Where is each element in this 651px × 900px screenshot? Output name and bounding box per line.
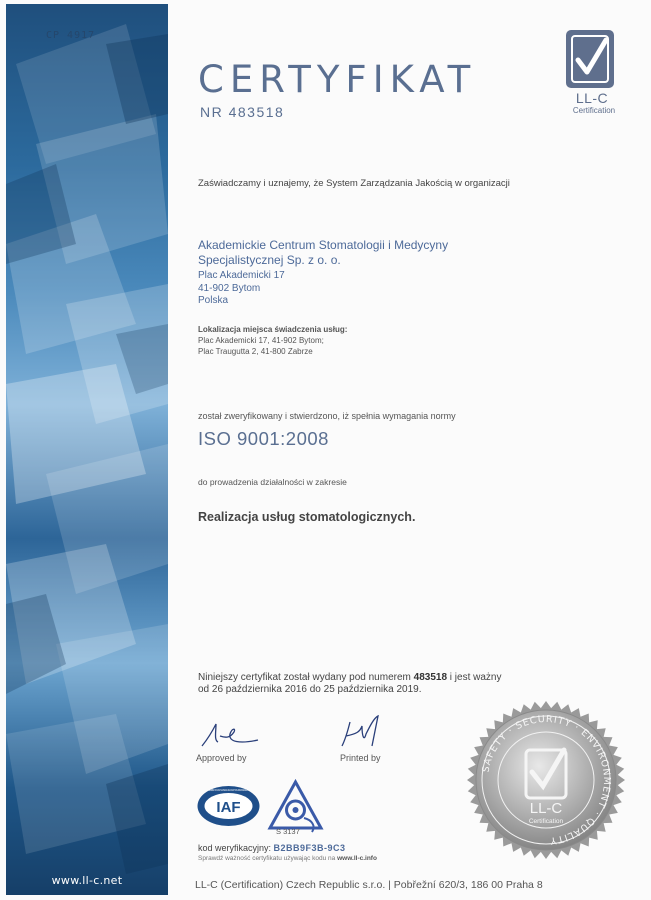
iaf-ring-text: MEMBER OF MULTILATERAL RECOGNITION ARRANGEMENT bbox=[208, 789, 284, 792]
organization-name-line-2: Specjalistycznej Sp. z o. o. bbox=[198, 253, 341, 267]
seal-subtitle: Certification bbox=[528, 818, 564, 825]
checkmark-icon bbox=[566, 30, 614, 88]
side-band-pattern bbox=[6, 4, 168, 895]
standard-name: ISO 9001:2008 bbox=[198, 428, 329, 449]
certificate-number: NR 483518 bbox=[200, 104, 285, 120]
iaf-logo bbox=[196, 785, 284, 827]
intro-text: Zaświadczamy i uznajemy, że System Zarządzania Jakością w organizacji bbox=[198, 178, 510, 189]
issue-suffix: i jest ważny bbox=[447, 672, 502, 683]
verification-statement: został zweryfikowany i stwierdzono, iż spełnia wymagania normy bbox=[198, 411, 456, 421]
scope-text: Realizacja usług stomatologicznych. bbox=[198, 510, 416, 524]
iaf-text: IAF bbox=[216, 799, 241, 816]
issue-number: 483518 bbox=[413, 672, 448, 683]
verification-help bbox=[198, 855, 377, 862]
approved-signature bbox=[196, 718, 276, 752]
verification-code-line bbox=[198, 843, 346, 853]
verification-label: kod weryfikacyjny: bbox=[198, 843, 274, 853]
address-country: Polska bbox=[198, 295, 229, 306]
footer-address: LL-C (Certification) Czech Republic s.r.o. | Pobřežní 620/3, 186 00 Praha 8 bbox=[195, 879, 543, 891]
approved-by-label: Approved by bbox=[196, 753, 247, 763]
verification-help-text: Sprawdź ważność certyfikatu używając kodu na bbox=[198, 855, 338, 862]
certificate-title: CERTYFIKAT bbox=[198, 58, 477, 101]
verification-website-link[interactable]: www.ll-c.info bbox=[337, 855, 377, 862]
cai-code: S 3137 bbox=[276, 827, 300, 836]
printed-by-label: Printed by bbox=[340, 753, 381, 763]
logo-name: LL-C bbox=[575, 90, 609, 106]
location-item: Plac Akademicki 17, 41-902 Bytom; bbox=[198, 336, 324, 345]
seal-name: LL-C bbox=[529, 800, 563, 817]
locations-heading: Lokalizacja miejsca świadczenia usług: bbox=[198, 325, 348, 334]
printed-signature bbox=[336, 712, 396, 752]
organization-address bbox=[198, 270, 285, 308]
decorative-side-band bbox=[6, 4, 168, 895]
logo-subtitle: Certification bbox=[572, 106, 616, 115]
website-url[interactable]: www.ll-c.net bbox=[51, 874, 123, 887]
verification-code: B2BB9F3B-9C3 bbox=[273, 843, 346, 853]
organization-name bbox=[198, 238, 528, 268]
seal-ring-textpath: SAFETY · SECURITY · ENVIRONMENT · QUALITY bbox=[480, 713, 613, 846]
silver-seal bbox=[466, 700, 626, 860]
validity-period: od 26 października 2016 do 25 października 2019. bbox=[198, 684, 422, 695]
location-item: Plac Traugutta 2, 41-800 Zabrze bbox=[198, 347, 313, 356]
address-city: 41-902 Bytom bbox=[198, 282, 261, 294]
issue-prefix: Niniejszy certyfikat został wydany pod numerem bbox=[198, 672, 414, 683]
address-street: Plac Akademicki 17 bbox=[198, 270, 285, 281]
organization-name-line-1: Akademickie Centrum Stomatologii i Medycyny bbox=[198, 238, 449, 252]
scope-intro: do prowadzenia działalności w zakresie bbox=[198, 477, 347, 487]
issue-statement bbox=[198, 672, 501, 683]
llc-logo bbox=[566, 30, 622, 115]
serial-stamp: CP 4917 bbox=[46, 30, 96, 41]
